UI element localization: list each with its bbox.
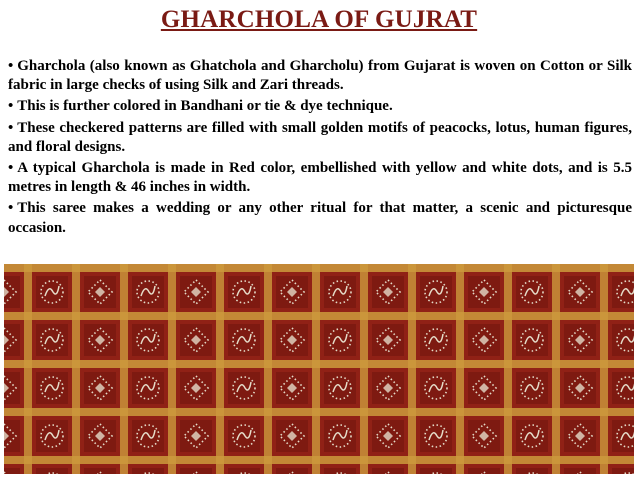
bullet-item xyxy=(8,119,632,157)
bullet-list xyxy=(8,57,632,240)
bullet-text: This is further colored in Bandhani or tie & dye technique. xyxy=(17,98,393,115)
slide-title: GHARCHOLA OF GUJRAT xyxy=(160,6,478,33)
bullet-text: A typical Gharchola is made in Red color, embellished with yellow and white dots, and is 5.5 metres in length & 46 inches in width. xyxy=(8,160,632,196)
bullet-item xyxy=(8,199,632,237)
bullet-symbol: • xyxy=(8,98,14,115)
bullet-item xyxy=(8,57,632,95)
bullet-text: Gharchola (also known as Ghatchola and Gharcholu) from Gujarat is woven on Cotton or Silk fabric in large checks of using Silk and Zari threads. xyxy=(8,58,632,94)
bullet-symbol: • xyxy=(8,119,14,136)
bullet-item xyxy=(8,159,632,197)
bullet-item xyxy=(8,97,632,116)
gharchola-fabric-image xyxy=(4,264,634,474)
fabric-shade xyxy=(4,264,634,474)
bullet-symbol: • xyxy=(8,160,14,177)
bullet-symbol: • xyxy=(8,200,14,217)
fabric-pattern xyxy=(4,264,634,474)
bullet-text: These checkered patterns are filled with small golden motifs of peacocks, lotus, human figures, and floral designs. xyxy=(8,119,632,155)
bullet-symbol: • xyxy=(8,58,14,74)
bullet-text: This saree makes a wedding or any other ritual for that matter, a scenic and picturesque occasion. xyxy=(8,200,632,236)
